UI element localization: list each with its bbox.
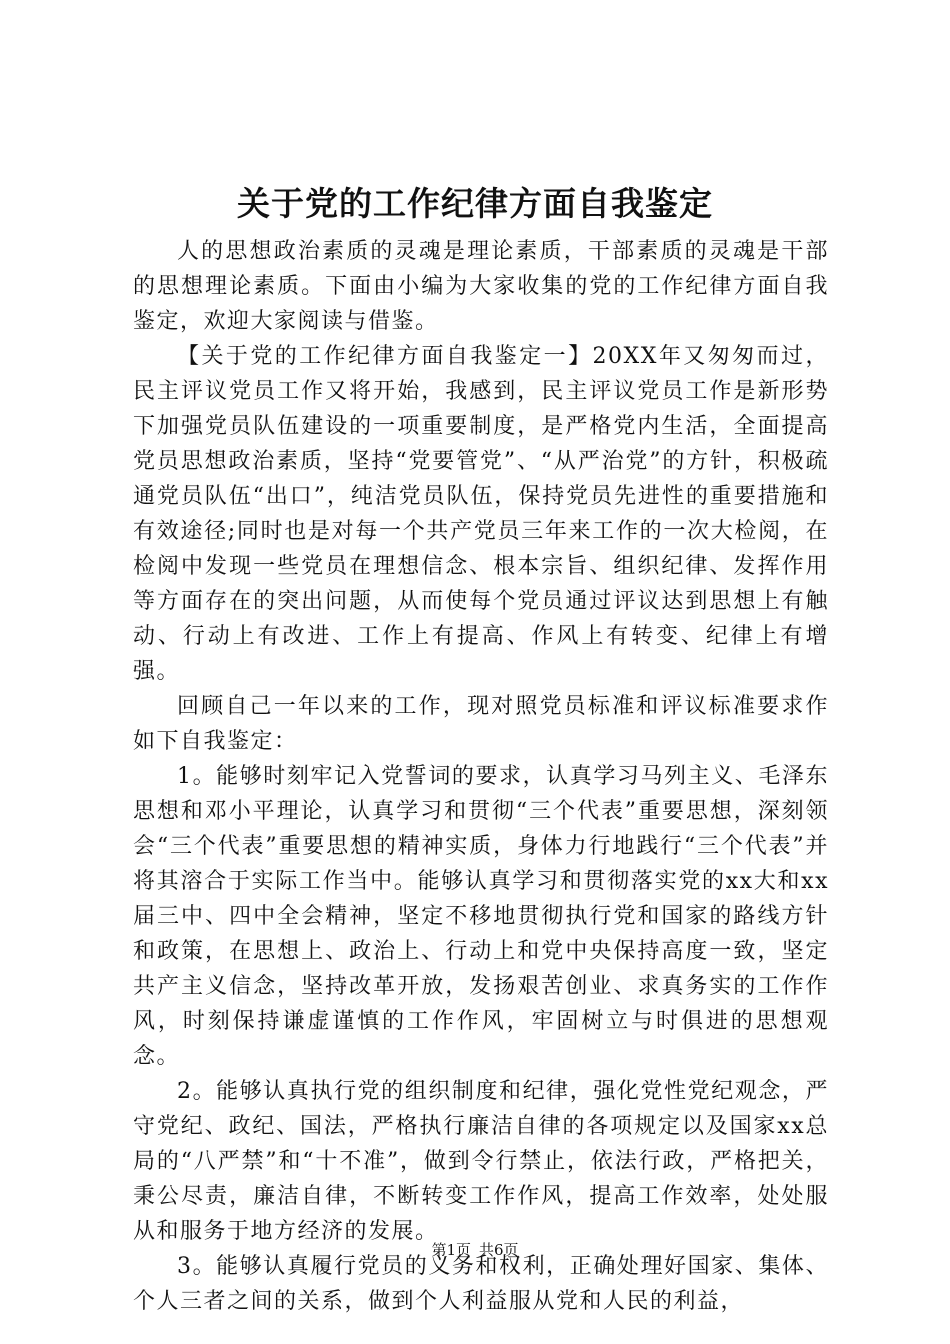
paragraph-review: 回顾自己一年以来的工作，现对照党员标准和评议标准要求作如下自我鉴定： bbox=[133, 694, 829, 754]
page-footer bbox=[0, 1240, 950, 1260]
paragraph-section-one: 【关于党的工作纪律方面自我鉴定一】20XX年又匆匆而过，民主评议党员工作又将开始，我感到，民主评议党员工作是新形势下加强党员队伍建设的一项重要制度，是严格党内生活，全面提高党员思想政治素质，坚持“党要管党”、“从严治党”的方针，积极疏通党员队伍“出口”，纯洁党员队伍，保持党员先进性的重要措施和有效途径;同时也是对每一个共产党员三年来工作的一次大检阅，在检阅中发现一些党员在理想信念、根本宗旨、组织纪律、发挥作用等方面存在的突出问题，从而使每个党员通过评议达到思想上有触动、行动上有改进、工作上有提高、作风上有转变、纪律上有增强。 bbox=[133, 344, 829, 684]
document-body bbox=[133, 234, 829, 1319]
paragraph-item-2: 2。能够认真执行党的组织制度和纪律，强化党性党纪观念，严守党纪、政纪、国法，严格执行廉洁自律的各项规定以及国家xx总局的“八严禁”和“十不准”，做到令行禁止，依法行政，严格把关，秉公尽责，廉洁自律，不断转变工作作风，提高工作效率，处处服从和服务于地方经济的发展。 bbox=[133, 1079, 829, 1244]
paragraph-intro: 人的思想政治素质的灵魂是理论素质，干部素质的灵魂是干部的思想理论素质。下面由小编为大家收集的党的工作纪律方面自我鉴定，欢迎大家阅读与借鉴。 bbox=[133, 239, 829, 334]
page-total: 共6页 bbox=[479, 1241, 519, 1259]
page-number: 第1页 bbox=[431, 1241, 471, 1259]
paragraph-item-1: 1。能够时刻牢记入党誓词的要求，认真学习马列主义、毛泽东思想和邓小平理论，认真学习和贯彻“三个代表”重要思想，深刻领会“三个代表”重要思想的精神实质，身体力行地践行“三个代表”并将其溶合于实际工作当中。能够认真学习和贯彻落实党的xx大和xx届三中、四中全会精神，坚定不移地贯彻执行党和国家的路线方针和政策，在思想上、政治上、行动上和党中央保持高度一致，坚定共产主义信念，坚持改革开放，发扬艰苦创业、求真务实的工作作风，时刻保持谦虚谨慎的工作作风，牢固树立与时俱进的思想观念。 bbox=[133, 764, 829, 1069]
paragraph-item-3: 3。能够认真履行党员的义务和权利，正确处理好国家、集体、个人三者之间的关系，做到个人利益服从党和人民的利益， bbox=[133, 1254, 829, 1314]
document-title: 关于党的工作纪律方面自我鉴定 bbox=[237, 184, 713, 223]
